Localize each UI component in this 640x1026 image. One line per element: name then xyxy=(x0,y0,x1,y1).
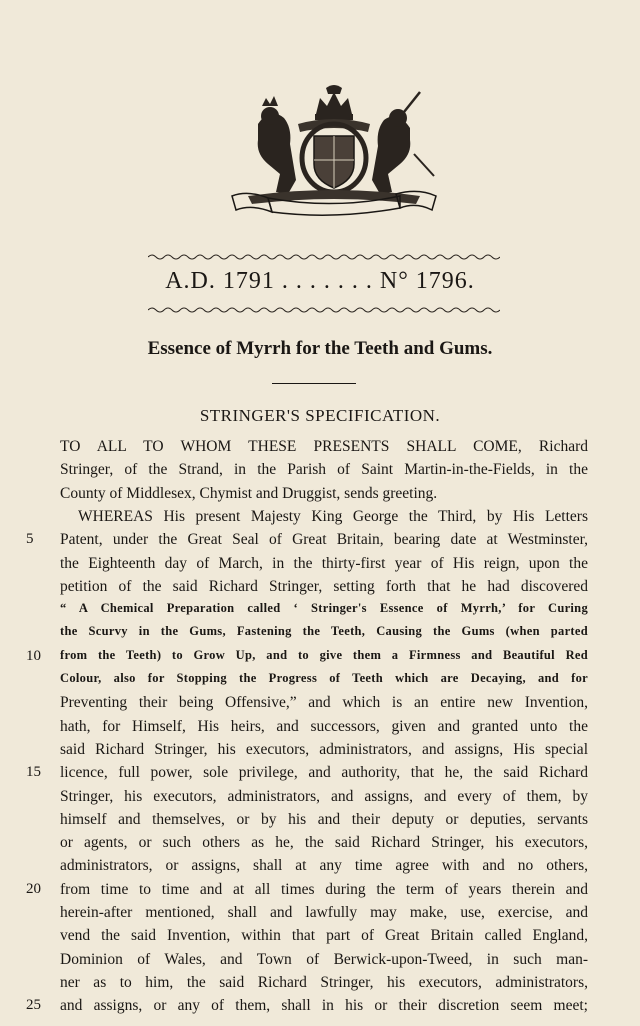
patent-header xyxy=(0,268,640,295)
body-line: the Scurvy in the Gums, Fastening the Teeth, Causing the Gums (when parted xyxy=(60,624,588,639)
body-line: “ A Chemical Preparation called ‘ Stringer's Essence of Myrrh,’ for Curing xyxy=(60,601,588,616)
body-line: Patent, under the Great Seal of Great Britain, bearing date at Westminster, xyxy=(60,531,588,549)
body-line: himself and themselves, or by his and their deputy or deputies, servants xyxy=(60,810,588,828)
body-line: and assigns, or any of them, shall in his or their discretion seem meet; xyxy=(60,997,588,1015)
body-line: administrators, or assigns, shall at any time agree with and no others, xyxy=(60,857,588,875)
patent-number: N° 1796. xyxy=(379,268,475,294)
royal-coat-of-arms-icon xyxy=(228,84,440,216)
body-line: Dominion of Wales, and Town of Berwick-upon-Tweed, in such man- xyxy=(60,950,588,968)
body-line: hath, for Himself, His heirs, and successors, given and granted unto the xyxy=(60,717,588,735)
body-line: WHEREAS His present Majesty King George the Third, by His Letters xyxy=(78,507,588,525)
body-line: Colour, also for Stopping the Progress of Teeth which are Decaying, and for xyxy=(60,671,588,685)
body-line: from time to time and at all times during the term of years therein and xyxy=(60,880,588,898)
line-number: 25 xyxy=(26,997,41,1014)
bottom-wavy-rule xyxy=(148,306,500,314)
specification-title: STRINGER'S SPECIFICATION. xyxy=(199,406,441,425)
body-line: Stringer, his executors, administrators, and assigns, and every of them, by xyxy=(60,787,588,805)
body-line: the Eighteenth day of March, in the thirty-first year of His reign, upon the xyxy=(60,554,588,572)
line-number: 15 xyxy=(26,764,41,781)
line-number: 5 xyxy=(26,531,34,548)
body-line: herein-after mentioned, shall and lawfully may make, use, exercise, and xyxy=(60,904,588,921)
body-line: ner as to him, the said Richard Stringer, his executors, administrators, xyxy=(60,973,588,991)
body-line: Stringer, of the Strand, in the Parish of Saint Martin-in-the-Fields, in the xyxy=(60,461,588,479)
body-line: or agents, or such others as he, the said Richard Stringer, his executors, xyxy=(60,834,588,852)
body-line: vend the said Invention, within that part of Great Britain called England, xyxy=(60,927,588,945)
body-line: TO ALL TO WHOM THESE PRESENTS SHALL COME, Richard xyxy=(60,438,588,455)
body-line: from the Teeth) to Grow Up, and to give them a Firmness and Beautiful Red xyxy=(60,647,588,662)
patent-subject: Essence of Myrrh for the Teeth and Gums. xyxy=(147,338,493,359)
body-line: Preventing their being Offensive,” and which is an entire new Invention, xyxy=(60,694,588,712)
section-divider xyxy=(272,383,356,384)
body-line: County of Middlesex, Chymist and Druggist, sends greeting. xyxy=(60,484,438,502)
header-dots: . . . . . . . xyxy=(274,268,380,294)
patent-year: A.D. 1791 xyxy=(165,268,275,294)
body-line: licence, full power, sole privilege, and authority, that he, the said Richard xyxy=(60,764,588,782)
top-wavy-rule xyxy=(148,253,500,261)
line-number: 20 xyxy=(26,880,41,897)
body-line: petition of the said Richard Stringer, setting forth that he had discovered xyxy=(60,577,588,595)
body-line: said Richard Stringer, his executors, administrators, and assigns, His special xyxy=(60,740,588,758)
line-number: 10 xyxy=(26,647,41,664)
